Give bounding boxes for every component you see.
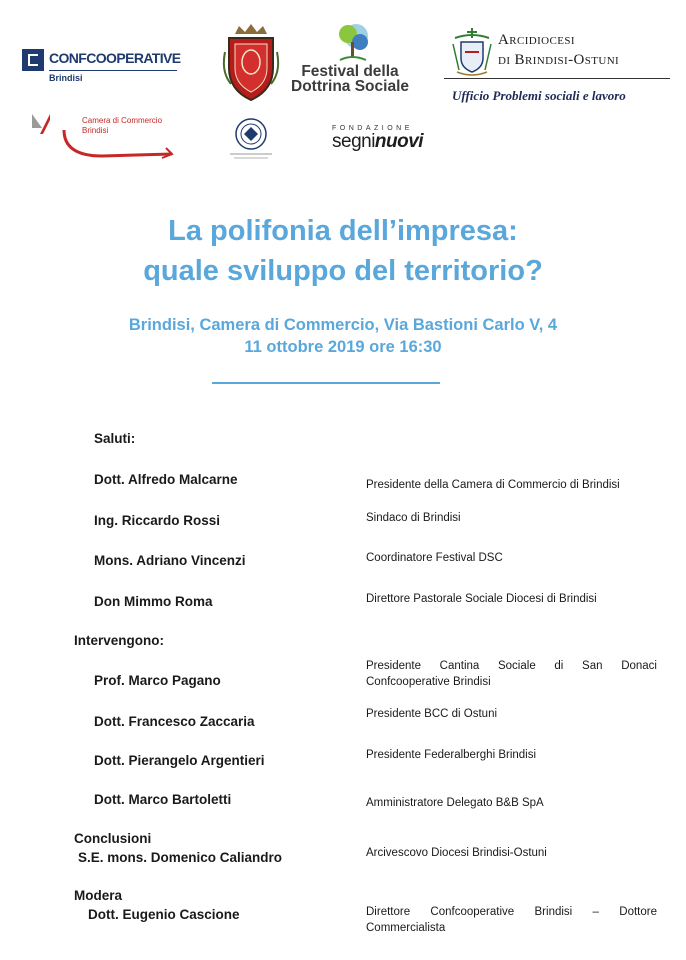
camera-commercio-mark-icon [32,114,42,128]
section-saluti: Saluti: [94,431,136,446]
speaker-role [366,658,657,690]
festival-title-line2: Dottrina Sociale [291,78,409,95]
speaker-name: Dott. Francesco Zaccaria [94,714,255,729]
festival-tree-icon [330,22,376,62]
section-conclusioni: Conclusioni [74,831,152,846]
event-datetime: 11 ottobre 2019 ore 16:30 [244,338,442,356]
fondazione-name [332,131,423,153]
archdiocese-title-line1: Arcidiocesi [498,32,575,48]
archdiocese-title-line2: di Brindisi-Ostuni [498,52,620,68]
event-title-line1: La polifonia dell’impresa: [168,215,518,247]
speaker-name: Dott. Eugenio Cascione [88,907,240,922]
speaker-role-line2: Commercialista [366,922,446,934]
speaker-role-line2: Confcooperative Brindisi [366,676,491,688]
speaker-role [366,904,657,936]
confcooperative-logo-icon [22,49,44,71]
confcooperative-divider [49,70,177,71]
speaker-name: Dott. Marco Bartoletti [94,792,232,807]
speaker-role: Sindaco di Brindisi [366,512,461,524]
archdiocese-office: Ufficio Problemi sociali e lavoro [452,88,626,103]
camera-commercio-line1: Camera di Commercio [82,116,163,125]
speaker-name: Mons. Adriano Vincenzi [94,553,246,568]
archdiocese-divider [444,78,670,79]
speaker-role: Presidente BCC di Ostuni [366,708,498,720]
confcooperative-name: CONFCOOPERATIVE [49,50,181,66]
event-venue: Brindisi, Camera di Commercio, Via Bastioni Carlo V, 4 [128,316,558,334]
speaker-name: Dott. Alfredo Malcarne [94,472,238,487]
speaker-role: Arcivescovo Diocesi Brindisi-Ostuni [366,847,547,859]
speaker-name: Don Mimmo Roma [94,594,213,609]
section-modera: Modera [74,888,123,903]
speaker-role: Presidente della Camera di Commercio di Brindisi [366,479,620,491]
speaker-name: Ing. Riccardo Rossi [94,513,221,528]
festival-title-line1: Festival della [301,63,399,80]
confcooperative-sub: Brindisi [49,73,83,83]
camera-commercio-swoosh-icon [62,124,174,160]
section-intervengono: Intervengono: [74,633,164,648]
fondazione-label: FONDAZIONE [332,125,413,132]
archdiocese-title [498,30,668,70]
event-title-line2: quale sviluppo del territorio? [143,255,543,287]
speaker-name: Dott. Pierangelo Argentieri [94,753,265,768]
speaker-name: S.E. mons. Domenico Caliandro [78,850,283,865]
speaker-name: Prof. Marco Pagano [94,673,221,688]
speaker-role-line1: Direttore Confcooperative Brindisi – Dottore [366,906,657,918]
speaker-role: Coordinatore Festival DSC [366,552,503,564]
speaker-role-line1: Presidente Cantina Sociale di San Donaci [366,660,657,672]
fondazione-name-b: nuovi [374,131,424,152]
speaker-role: Direttore Pastorale Sociale Diocesi di Brindisi [366,593,597,605]
speaker-role: Amministratore Delegato B&B SpA [366,797,544,809]
association-seal-icon [224,114,278,162]
camera-commercio-line2: Brindisi [82,126,109,135]
festival-title [290,64,410,94]
archdiocese-crest-icon [449,26,495,78]
speaker-role: Presidente Federalberghi Brindisi [366,749,537,761]
brindisi-crest-icon [221,22,281,102]
title-divider [212,382,440,384]
fondazione-name-a: segni [332,131,375,152]
